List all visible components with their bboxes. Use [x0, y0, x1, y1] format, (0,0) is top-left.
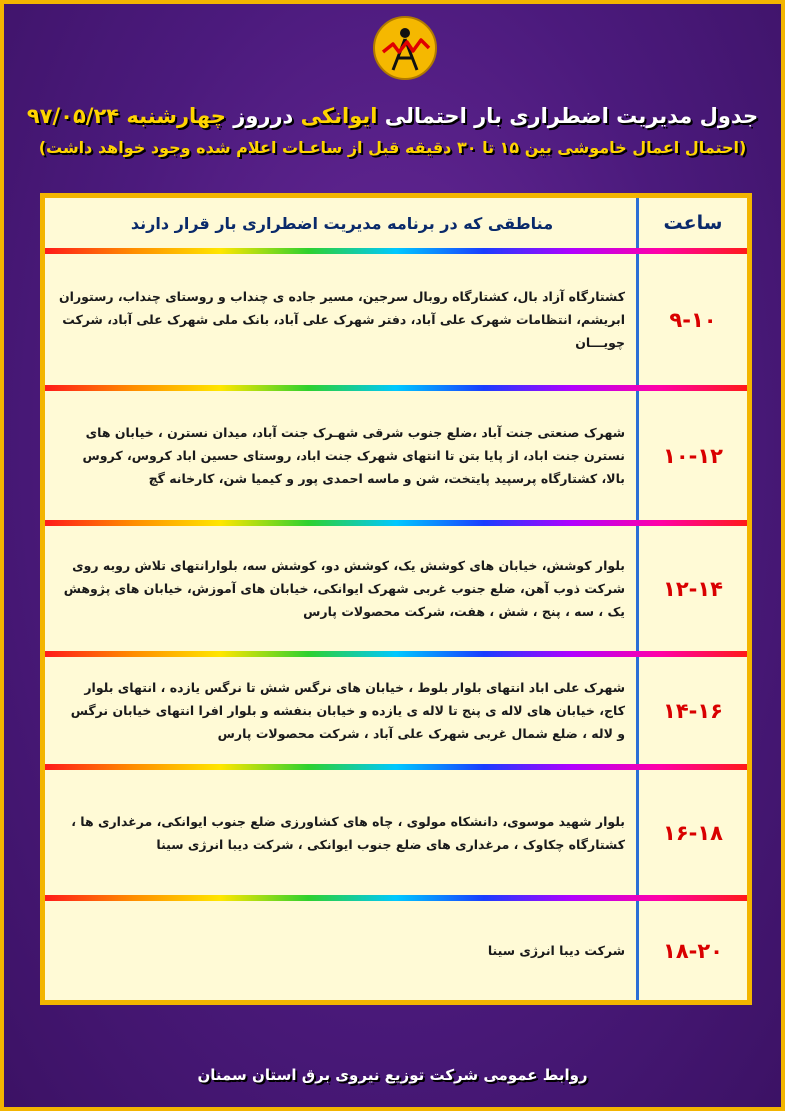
electricity-company-logo-icon — [373, 16, 437, 80]
table-row — [45, 657, 747, 764]
row-time: ۱۴-۱۶ — [663, 698, 723, 723]
row-areas-cell — [59, 391, 625, 520]
row-areas-cell — [59, 657, 625, 764]
row-areas: بلوار شهید موسوی، دانشکاه مولوی ، چاه های کشاورزی ضلع جنوب ایوانکی، مرغداری ها ، کشتارگاه چکاوک ، مرغداری های ضلع جنوب ایوانکی ، شرکت دیبا انرژی سینا — [71, 813, 625, 852]
row-areas-cell — [59, 901, 625, 1000]
row-areas: کشتارگاه آزاد بال، کشتارگاه روبال سرجین، مسیر جاده ی چنداب و روستای چنداب، رستوران ابریشم، انتظامات شهرک علی آباد، دفتر شهرک علی آباد، بانک ملی شهرک علی آباد، شرکت چویـــان — [58, 289, 625, 350]
row-areas: شهرک علی اباد انتهای بلوار بلوط ، خیابان های نرگس شش تا نرگس یازده ، انتهای بلوار کاج، خیابان های لاله ی پنج تا لاله ی یازده و خیابان بنفشه و بلوار افرا انتهای خیابان نرگس و لاله ، ضلع شمال غربی شهرک علی آباد ، شرکت محصولات پارس — [70, 680, 625, 741]
header-areas: مناطقی که در برنامه مدیریت اضطراری بار قرار دارند — [130, 213, 554, 233]
title-date: ۹۷/۰۵/۲۴ — [26, 104, 120, 128]
row-time: ۹-۱۰ — [669, 307, 717, 332]
row-time: ۱۰-۱۲ — [663, 443, 723, 468]
title-text: جدول مدیریت اضطراری بار احتمالی — [384, 104, 759, 128]
row-time: ۱۶-۱۸ — [663, 820, 723, 845]
title-day: چهارشنبه — [126, 104, 226, 128]
row-time: ۱۸-۲۰ — [663, 938, 723, 963]
page-title — [24, 104, 761, 136]
row-areas-cell — [59, 770, 625, 895]
row-time: ۱۲-۱۴ — [663, 576, 723, 601]
table-row — [45, 526, 747, 651]
table-row — [45, 391, 747, 520]
table-row — [45, 254, 747, 385]
page-subtitle: (احتمال اعمال خاموشی بین ۱۵ تا ۳۰ دقیقه قبل از ساعـات اعلام شده وجود خواهد داشت) — [38, 138, 747, 157]
title-text-day-prefix: درروز — [233, 104, 294, 128]
header-time: ساعت — [663, 212, 723, 234]
row-areas: شرکت دیبا انرژی سینا — [487, 943, 625, 958]
row-areas: شهرک صنعتی جنت آباد ،ضلع جنوب شرقی شهـرک جنت آباد، میدان نسترن ، خیابان های نسترن جنت اباد، از پایا بتن تا انتهای شهرک جنت اباد، روستای حسین اباد کروس، کروس بالا، کشتارگاه پرسپید پایتخت، شن و ماسه احمدی پور و کیمیا شن، کارخانه گچ — [82, 425, 625, 486]
row-areas-cell — [59, 254, 625, 385]
title-city: ایوانکی — [300, 104, 378, 128]
table-header-row — [45, 198, 747, 248]
row-areas: بلوار کوشش، خیابان های کوشش یک، کوشش دو، کوشش سه، بلوارانتهای تلاش روبه روی شرکت ذوب آهن، ضلع جنوب غربی شهرک ایوانکی، خیابان های آموزش، خیابان های پژوهش یک ، سه ، پنج ، شش ، هفت، شرکت محصولات پارس — [63, 558, 625, 619]
table-row — [45, 770, 747, 895]
footer-credit: روابط عمومی شرکت توزیع نیروی برق استان سمنان — [197, 1066, 588, 1084]
row-areas-cell — [59, 526, 625, 651]
header-areas-cell — [59, 198, 625, 248]
schedule-table — [40, 193, 752, 1005]
table-row — [45, 901, 747, 1000]
